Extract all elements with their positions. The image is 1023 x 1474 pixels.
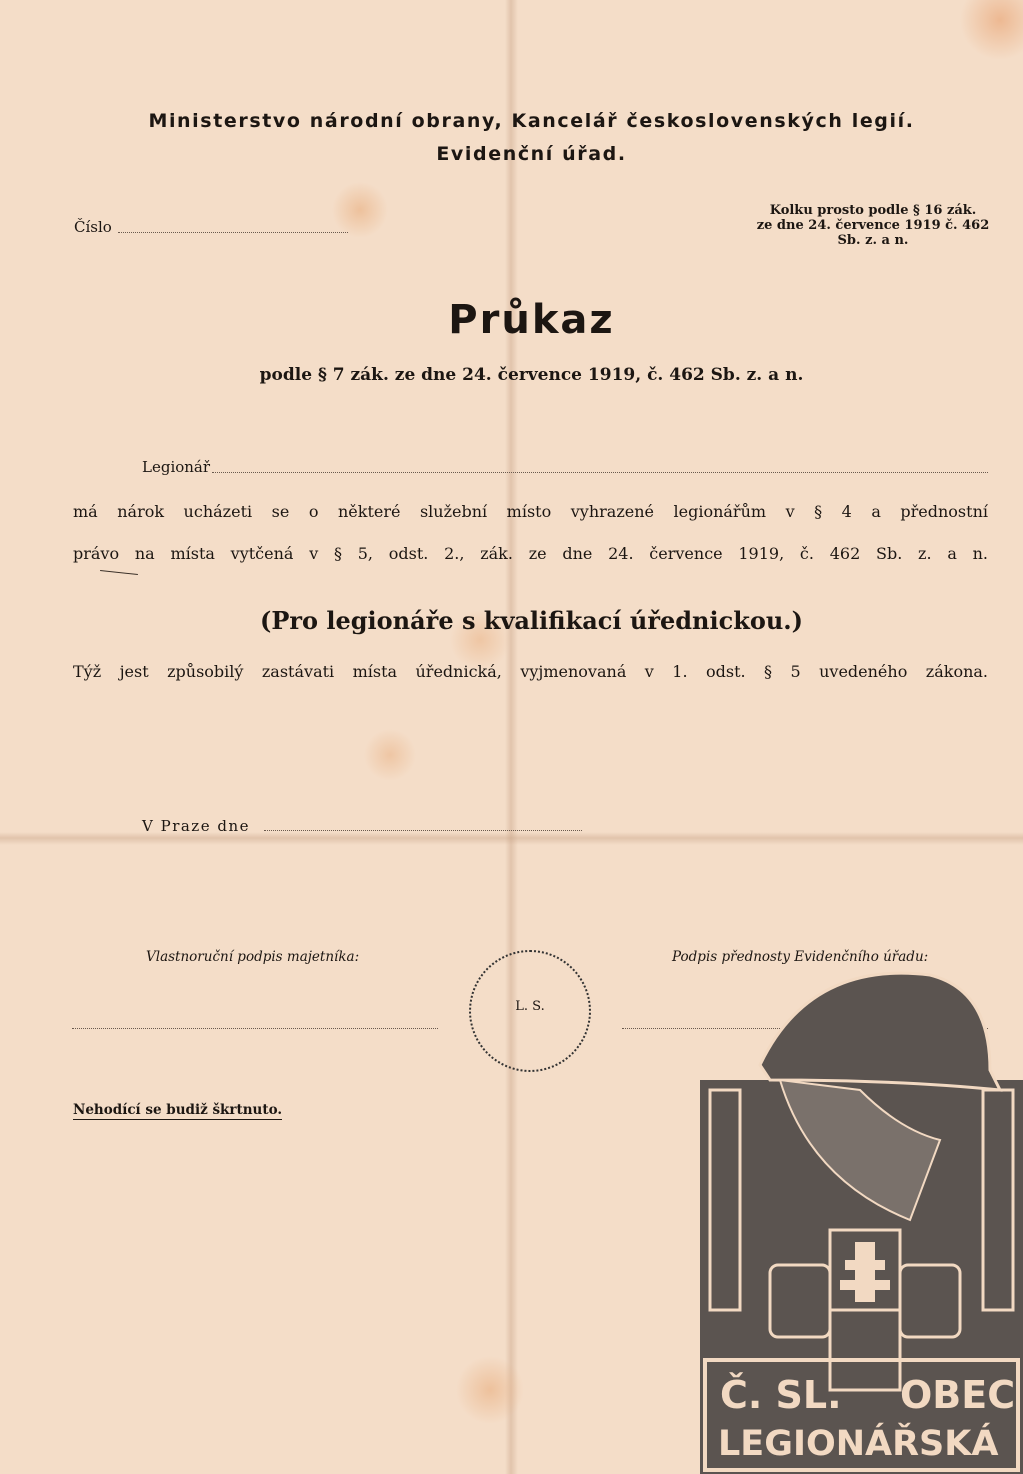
seal-text: L. S. bbox=[515, 999, 545, 1014]
logo-text-obec: OBEC bbox=[900, 1373, 1016, 1417]
legionnaire-line bbox=[212, 472, 988, 473]
stamp-note-line3: Sb. z. a n. bbox=[837, 233, 909, 248]
stamp-note-line1: Kolku prosto podle § 16 zák. bbox=[769, 203, 977, 218]
stamp-note-line2: ze dne 24. července 1919 č. 462 bbox=[756, 218, 990, 233]
qualification-text: Týž jest způsobilý zastávati místa úřednická, vyjmenovaná v 1. odst. § 5 uvedeného zákona. bbox=[73, 662, 988, 681]
legion-logo bbox=[700, 930, 1023, 1474]
ministry-header: Ministerstvo národní obrany, Kancelář československých legií. bbox=[148, 110, 915, 132]
office-header: Evidenční úřad. bbox=[436, 143, 627, 165]
logo-text-csl: Č. SL. bbox=[720, 1373, 842, 1417]
owner-signature-label: Vlastnoruční podpis majetníka: bbox=[146, 949, 360, 965]
number-label: Číslo bbox=[74, 218, 112, 236]
number-line bbox=[118, 232, 348, 233]
legionnaire-label: Legionář bbox=[142, 458, 211, 476]
owner-signature-line bbox=[72, 1028, 438, 1029]
qualification-heading: (Pro legionáře s kvalifikací úřednickou.) bbox=[259, 606, 804, 635]
body-line-2: právo na místa vytčená v § 5, odst. 2., zák. ze dne 24. července 1919, č. 462 Sb. z. a n. bbox=[73, 544, 988, 563]
logo-text-legionarska: LEGIONÁŘSKÁ bbox=[718, 1424, 999, 1464]
body-line-1: má nárok ucházeti se o některé služební místo vyhrazené legionářům v § 4 a přednostní bbox=[73, 502, 988, 521]
document-title: Průkaz bbox=[448, 297, 615, 343]
chief-signature-label: Podpis přednosty Evidenčního úřadu: bbox=[672, 949, 929, 965]
place-date-line bbox=[264, 830, 582, 831]
document-subtitle: podle § 7 zák. ze dne 24. července 1919, č. 462 Sb. z. a n. bbox=[259, 365, 804, 385]
logo-helmet bbox=[760, 973, 1000, 1090]
place-date-label: V Praze dne bbox=[142, 817, 250, 835]
footnote: Nehodící se budiž škrtnuto. bbox=[73, 1102, 283, 1118]
